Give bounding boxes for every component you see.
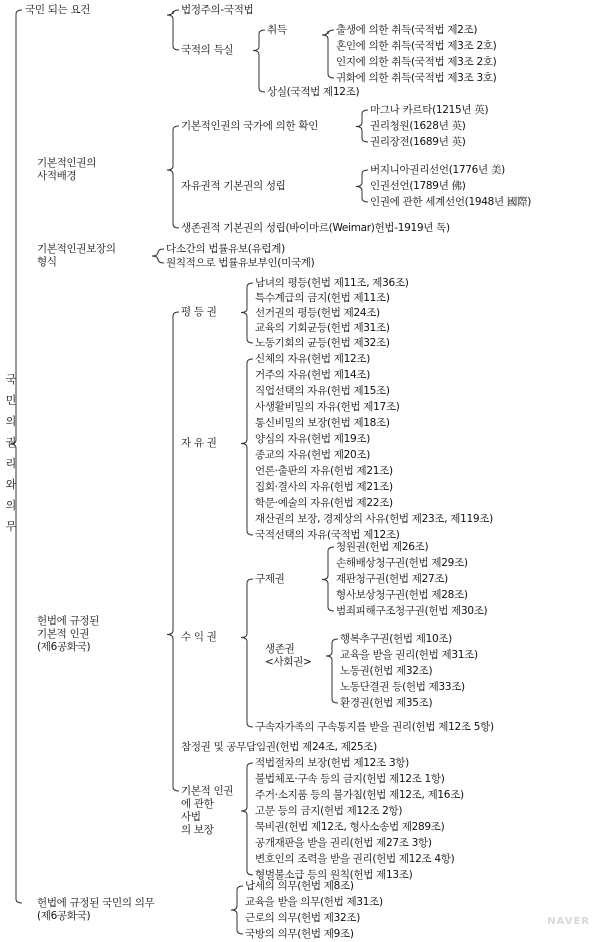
outline-item-level-4: 행복추구권(헌법 제10조) [340, 633, 452, 645]
outline-item-level-3: 버지니아권리선언(1776년 美) [370, 164, 505, 176]
outline-item-level-3: 직업선택의 자유(헌법 제15조) [255, 385, 390, 397]
outline-item-level-2: 수 익 권 [181, 631, 217, 643]
outline-item-level-3: 재산권의 보장, 경제상의 사유(헌법 제23조, 제119조) [255, 513, 493, 525]
bracket-line [241, 579, 253, 727]
outline-item-level-1: 헌법에 규정된 국민의 의무 (제6공화국) [37, 897, 155, 922]
outline-item-level-2: 평 등 권 [181, 306, 217, 318]
outline-item-level-4: 재판청구권(헌법 제27조) [336, 573, 448, 585]
outline-item-level-3: 선거권의 평등(헌법 제24조) [255, 307, 380, 319]
outline-item-level-2: 참정권 및 공무담임권(헌법 제24조, 제25조) [181, 741, 377, 753]
outline-item-level-3: 집회·결사의 자유(헌법 제21조) [255, 481, 393, 493]
outline-item-level-2: 근로의 의무(헌법 제32조) [245, 912, 361, 924]
outline-item-level-4: 손해배상청구권(헌법 제29조) [336, 557, 468, 569]
outline-item-level-3: 불법체포·구속 등의 금지(헌법 제12조 1항) [255, 773, 445, 785]
outline-item-level-2: 자 유 권 [181, 437, 217, 449]
bracket-line [167, 10, 179, 50]
outline-item-level-3: 남녀의 평등(헌법 제11조, 제36조) [255, 277, 409, 289]
root-label: 국 민 의 권 리 와 의 무 [5, 373, 17, 533]
outline-item-level-3: 학문·예술의 자유(헌법 제22조) [255, 497, 393, 509]
bracket-line [152, 249, 164, 263]
outline-item-level-3: 구속자가족의 구속통지를 받을 권리(헌법 제12조 5항) [255, 721, 494, 733]
outline-item-level-3: 언론·출판의 자유(헌법 제21조) [255, 465, 393, 477]
outline-item-level-3: 신체의 자유(헌법 제12조) [255, 353, 371, 365]
outline-item-level-4: 출생에 의한 취득(국적법 제2조) [336, 24, 478, 36]
outline-item-level-4: 범죄피해구조청구권(헌법 제30조) [336, 605, 488, 617]
outline-item-level-3: 공개재판을 받을 권리(헌법 제27조 3항) [255, 837, 432, 849]
outline-item-level-4: 환경권(헌법 제35조) [340, 697, 433, 709]
outline-item-level-3: 통신비밀의 보장(헌법 제18조) [255, 417, 390, 429]
outline-item-level-1: 국민 되는 요건 [25, 4, 91, 16]
outline-item-level-3: 형벌불소급 등의 원칙(헌법 제13조) [255, 869, 413, 881]
bracket-line [356, 170, 368, 202]
outline-item-level-3: 구제권 [255, 573, 285, 585]
outline-item-level-4: 노동권(헌법 제32조) [340, 665, 433, 677]
bracket-line [322, 30, 334, 78]
outline-item-level-2: 국방의 의무(헌법 제9조) [245, 928, 354, 940]
outline-item-level-3: 양심의 자유(헌법 제19조) [255, 433, 371, 445]
outline-item-level-3: 사생활비밀의 자유(헌법 제17조) [255, 401, 400, 413]
outline-item-level-3: 특수계급의 금지(헌법 제11조) [255, 292, 390, 304]
outline-item-level-4: 청원권(헌법 제26조) [336, 541, 429, 553]
outline-item-level-2: 납세의 의무(헌법 제8조) [245, 880, 354, 892]
outline-item-level-3: 변호인의 조력을 받을 권리(헌법 제12조 4항) [255, 853, 455, 865]
outline-item-level-4: 인지에 의한 취득(국적법 제3조 2호) [336, 56, 497, 68]
outline-item-level-2: 자유권적 기본권의 성립 [181, 180, 286, 192]
outline-item-level-1: 기본적인권보장의 형식 [37, 243, 116, 268]
bracket-line [241, 359, 253, 535]
naver-watermark: NAVER [547, 916, 590, 927]
outline-item-level-3: 적법절차의 보장(헌법 제12조 3항) [255, 757, 409, 769]
outline-item-level-3: 상실(국적법 제12조) [267, 86, 360, 98]
outline-item-level-4: 형사보상청구권(헌법 제28조) [336, 589, 468, 601]
bracket-line [231, 886, 243, 934]
outline-item-level-2: 다소간의 법률유보(유럽계) [166, 243, 285, 255]
outline-item-level-2: 교육을 받을 의무(헌법 제31조) [245, 896, 383, 908]
outline-item-level-3: 종교의 자유(헌법 제20조) [255, 449, 371, 461]
bracket-line [167, 312, 179, 791]
bracket-line [322, 547, 334, 611]
outline-item-level-2: 기본적인권의 국가에 의한 확인 [181, 120, 319, 132]
outline-item-level-3: 거주의 자유(헌법 제14조) [255, 369, 371, 381]
outline-item-level-3: 주거·소지품 등의 불가침(헌법 제12조, 제16조) [255, 789, 464, 801]
outline-item-level-3: 취득 [267, 24, 287, 36]
bracket-line [167, 126, 179, 228]
outline-item-level-2: 법정주의-국적법 [181, 4, 254, 16]
outline-item-level-2: 기본적 인권 에 관한 사법 의 보장 [181, 785, 234, 836]
bracket-line [356, 110, 368, 142]
bracket-line [241, 763, 253, 875]
bracket-line [241, 283, 253, 343]
outline-item-level-4: 혼인에 의한 취득(국적법 제3조 2호) [336, 40, 497, 52]
bracket-line [326, 639, 338, 703]
outline-item-level-3: 권리장전(1689년 英) [370, 136, 466, 148]
outline-item-level-3: 인권선언(1789년 佛) [370, 180, 466, 192]
outline-item-level-2: 국적의 득실 [181, 44, 234, 56]
outline-item-level-3: 생존권 <사회권> [265, 643, 312, 668]
bracket-line [253, 30, 265, 92]
outline-item-level-3: 묵비권(헌법 제12조, 형사소송법 제289조) [255, 821, 445, 833]
outline-item-level-3: 국적선택의 자유(국적법 제12조) [255, 529, 400, 541]
outline-item-level-3: 마그나 카르타(1215년 英) [370, 104, 489, 116]
outline-item-level-3: 고문 등의 금지(헌법 제12조 2항) [255, 805, 403, 817]
outline-item-level-3: 권리청원(1628년 英) [370, 120, 466, 132]
outline-item-level-4: 교육을 받을 권리(헌법 제31조) [340, 649, 478, 661]
outline-item-level-3: 교육의 기회균등(헌법 제31조) [255, 322, 390, 334]
outline-item-level-2: 생존권적 기본권의 성립(바이마르(Weimar)헌법-1919년 독) [181, 222, 450, 234]
outline-item-level-3: 노동기회의 균등(헌법 제32조) [255, 337, 390, 349]
outline-item-level-3: 인권에 관한 세계선언(1948년 國際) [370, 196, 532, 208]
outline-item-level-1: 헌법에 규정된 기본적 인권 (제6공화국) [37, 615, 100, 653]
outline-item-level-4: 노동단결권 등(헌법 제33조) [340, 681, 465, 693]
outline-item-level-1: 기본적인권의 사적배경 [37, 157, 97, 182]
outline-item-level-4: 귀화에 의한 취득(국적법 제3조 3호) [336, 72, 497, 84]
outline-item-level-2: 원칙적으로 법률유보부인(미국계) [166, 257, 315, 269]
